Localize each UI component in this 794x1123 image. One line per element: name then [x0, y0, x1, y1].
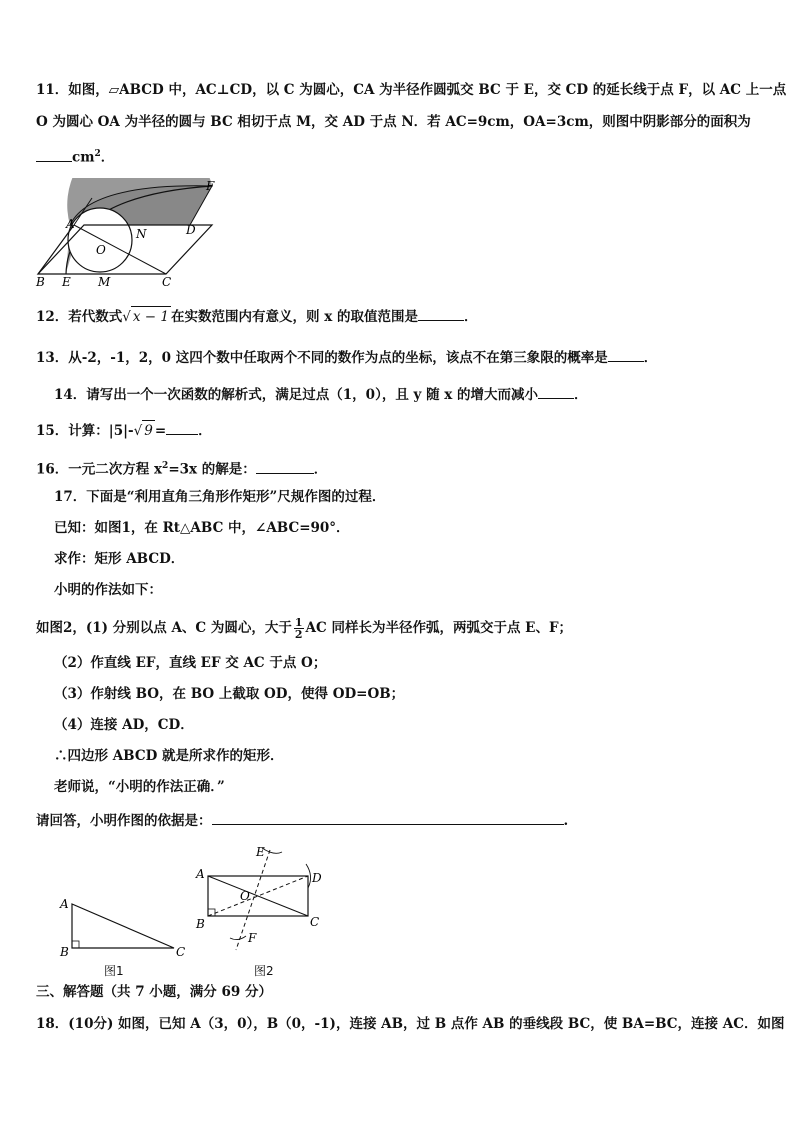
q12-end: ．: [463, 309, 478, 325]
q17-method: 小明的作法如下：: [54, 582, 162, 598]
q18-line1: 18．(10分) 如图，已知 A（3，0），B（0，-1)，连接 AB，过 B 点作 AB 的垂线段 BC，使 BA=BC，连接 AC．如图: [36, 1016, 785, 1032]
q17-step3: （3）作射线 BO，在 BO 上截取 OD，使得 OD=OB；: [54, 686, 405, 702]
label-F: F: [248, 931, 257, 945]
q11-unit-sup: 2: [94, 149, 101, 159]
q17-title: 17．下面是“利用直角三角形作矩形”尺规作图的过程．: [54, 489, 386, 505]
q17-step1-post: AC 同样长为半径作弧，两弧交于点 E、F；: [305, 620, 573, 636]
label-A: A: [66, 217, 75, 231]
answer-blank[interactable]: [538, 384, 574, 399]
label-A: A: [196, 867, 205, 881]
answer-blank[interactable]: [256, 459, 314, 474]
answer-blank[interactable]: [212, 810, 564, 825]
figure-2-caption: 图2: [254, 964, 274, 978]
label-D: D: [186, 223, 196, 237]
label-C: C: [162, 275, 172, 289]
q16: [36, 456, 327, 480]
figure-1: [56, 896, 196, 962]
q15-radicand: 9: [142, 420, 155, 441]
q17-end: .: [563, 813, 569, 829]
q17-conclusion: ∴四边形 ABCD 就是所求作的矩形．: [54, 748, 284, 764]
arc-f: [230, 936, 246, 940]
q12: 12．若代数式√ x − 1 在实数范围内有意义，则 x 的取值范围是 ．: [36, 306, 477, 327]
q16-pre: 16．一元二次方程 x: [36, 461, 163, 478]
q17-step1: [36, 617, 572, 640]
answer-blank[interactable]: [166, 420, 198, 435]
label-D: D: [312, 871, 322, 885]
fraction-half: $\frac{1}{2}$: [294, 616, 303, 641]
answer-blank[interactable]: [418, 306, 464, 321]
label-C: C: [310, 915, 320, 929]
label-B: B: [196, 917, 205, 931]
label-C: C: [176, 945, 186, 959]
q17-known: 已知：如图1，在 Rt△ABC 中，∠ABC=90°．: [54, 520, 350, 536]
q17-ask-text: 请回答，小明作图的依据是：: [36, 813, 212, 829]
label-M: M: [98, 275, 111, 289]
q12-pre: 12．若代数式: [36, 309, 123, 325]
q11-end: ．: [100, 149, 115, 166]
q15-end: ．: [198, 423, 212, 439]
q15: 15．计算：|5|-√ 9 = ．: [36, 420, 212, 441]
q17-step4: （4）连接 AD，CD．: [54, 717, 194, 733]
label-B: B: [60, 945, 69, 959]
label-F: F: [206, 179, 215, 193]
q14-end: ．: [574, 387, 588, 403]
q15-post: =: [154, 423, 167, 439]
figure-2: [190, 842, 340, 962]
q12-post: 在实数范围内有意义，则 x 的取值范围是: [171, 309, 418, 325]
label-E: E: [62, 275, 71, 289]
section-3-title: 三、解答题（共 7 小题，满分 69 分）: [36, 984, 272, 1000]
label-N: N: [136, 227, 147, 241]
q13: [36, 347, 657, 368]
q11-line2: O 为圆心 OA 为半径的圆与 BC 相切于点 M，交 AD 于点 N．若 AC=9cm，OA=3cm，则图中阴影部分的面积为: [36, 114, 751, 130]
figure-1-caption: 图1: [104, 964, 124, 978]
q15-pre: 15．计算：|5|-: [36, 423, 134, 439]
q16-end: ．: [313, 461, 328, 478]
q11-answer-line: [36, 144, 114, 168]
label-O: O: [240, 889, 250, 903]
label-O: O: [96, 243, 106, 257]
q14: [54, 384, 588, 405]
q13-end: ．: [643, 350, 658, 366]
q17-ask: [36, 810, 568, 831]
label-E: E: [256, 845, 265, 859]
q12-radicand: x − 1: [131, 306, 171, 327]
q11-line1: 11．如图，▱ABCD 中，AC⊥CD，以 C 为圆心，CA 为半径作圆弧交 BC 于 E，交 CD 的延长线于点 F，以 AC 上一点: [36, 82, 787, 98]
label-B: B: [36, 275, 45, 289]
q16-post: =3x 的解是：: [168, 461, 256, 478]
q17-step1-pre: 如图2，(1) 分别以点 A、C 为圆心，大于: [36, 620, 292, 636]
answer-blank[interactable]: [608, 347, 644, 362]
answer-blank[interactable]: [36, 147, 72, 162]
q17-find: 求作：矩形 ABCD．: [54, 551, 185, 567]
arc-e: [262, 848, 282, 853]
q13-text: 13．从-2，-1，2，0 这四个数中任取两个不同的数作为点的坐标，该点不在第三象限的概率是: [36, 350, 608, 366]
label-A: A: [60, 897, 69, 911]
q11-figure: [30, 178, 230, 290]
right-angle-mark: [72, 941, 79, 948]
inscribed-circle: [68, 208, 132, 272]
q11-unit: cm: [72, 149, 95, 166]
triangle-abc: [72, 904, 174, 948]
q17-teacher: 老师说，“小明的作法正确．”: [54, 779, 225, 795]
q16-sup: 2: [162, 461, 169, 471]
q14-text: 14．请写出一个一次函数的解析式，满足过点（1，0），且 y 随 x 的增大而减小: [54, 387, 539, 403]
q17-step2: （2）作直线 EF，直线 EF 交 AC 于点 O；: [54, 655, 327, 671]
